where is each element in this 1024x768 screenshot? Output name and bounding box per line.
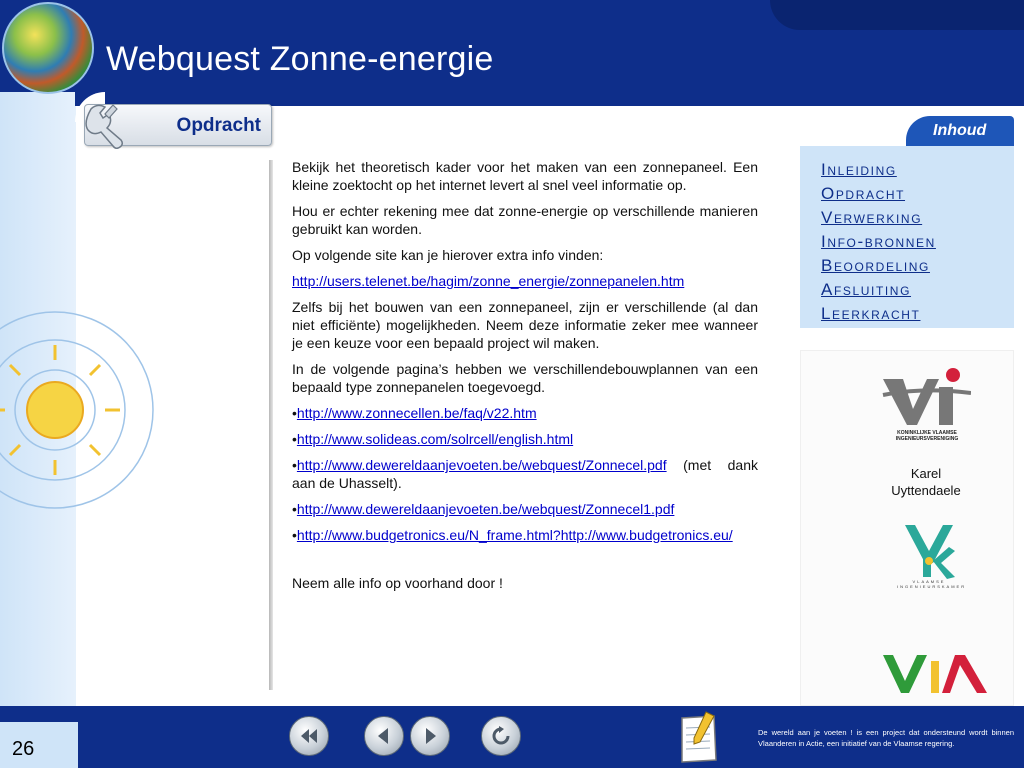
paragraph-bouwplannen: In de volgende pagina’s hebben we verschillendebouwplannen van een bepaald type zonnepanelen toegevoegd. (292, 361, 758, 395)
return-icon (490, 725, 512, 747)
rewind-first-icon (298, 725, 320, 747)
author-name (801, 465, 1024, 499)
vik-logo-text: VLAAMSE INGENIEURSKAMER (897, 579, 967, 589)
footer-credit: De wereld aan je voeten ! is een project dat ondersteund wordt binnen Vlaanderen in Actie, een initiatief van de Vlaamse regering. (758, 728, 1014, 748)
nav-item-beoordeling[interactable]: Beoordeling (821, 256, 930, 275)
link-row-5 (292, 500, 758, 518)
kviv-logo (881, 365, 971, 435)
nav-item-leerkracht[interactable]: Leerkracht (821, 304, 921, 323)
link-zonnecellen[interactable]: http://www.zonnecellen.be/faq/v22.htm (296, 405, 537, 421)
inhoud-heading: Inhoud (933, 122, 987, 139)
link-zonnecel1-pdf[interactable]: http://www.dewereldaanjevoeten.be/webquest/Zonnecel1.pdf (296, 501, 675, 517)
return-button[interactable] (481, 716, 521, 756)
sponsor-logos-panel (800, 350, 1014, 706)
nav-item-afsluiting[interactable]: Afsluiting (821, 280, 912, 299)
wrench-icon (83, 99, 135, 149)
previous-slide-button[interactable] (364, 716, 404, 756)
project-logo (2, 2, 94, 94)
content-divider (269, 160, 273, 690)
next-slide-button[interactable] (410, 716, 450, 756)
paragraph-options: Zelfs bij het bouwen van een zonnepaneel, zijn er verschillende (al dan niet efficiënte) mogelijkheden. Neem deze informatie zeker mee wanneer je een keuze voor een bepaald project wil maken. (292, 299, 758, 351)
bullet: • (292, 457, 297, 473)
link-row-3 (292, 430, 758, 448)
link-solideas[interactable]: http://www.solideas.com/solrcell/english.html (296, 431, 574, 447)
tab-opdracht[interactable] (84, 104, 272, 146)
link-row-6 (292, 526, 758, 544)
link-row-4 (292, 456, 758, 492)
bullet: • (292, 405, 297, 421)
inhoud-nav (821, 158, 936, 326)
spacer (292, 552, 758, 574)
paragraph-extra-info: Op volgende site kan je hierover extra info vinden: (292, 247, 604, 263)
nav-item-verwerking[interactable]: Verwerking (821, 208, 923, 227)
closing-text: Neem alle info op voorhand door ! (292, 575, 503, 591)
sun-icon (0, 300, 160, 520)
arrow-right-icon (419, 725, 441, 747)
page-title: Webquest Zonne-energie (106, 40, 494, 78)
kviv-logo-text: KONINKLIJKE VLAAMSE INGENIEURSVERENIGING (895, 430, 959, 442)
bullet: • (292, 501, 297, 517)
author-first-name: Karel (910, 466, 942, 481)
paragraph-note: Hou er echter rekening mee dat zonne-energie op verschillende manieren gebruikt kan worden. (292, 203, 758, 237)
inhoud-panel (800, 146, 1014, 328)
slide-number: 26 (12, 738, 35, 760)
link-row-2 (292, 404, 758, 422)
link-row-1 (292, 272, 758, 290)
bullet: • (292, 527, 297, 543)
tab-opdracht-label: Opdracht (176, 115, 261, 136)
link-budgetronics[interactable]: http://www.budgetronics.eu/N_frame.html?http://www.budgetronics.eu/ (296, 527, 733, 543)
nav-item-inleiding[interactable]: Inleiding (821, 160, 897, 179)
main-content (292, 158, 758, 600)
vik-logo (899, 521, 959, 581)
author-last-name: Uyttendaele (891, 483, 961, 498)
bullet: • (292, 431, 297, 447)
paragraph-intro: Bekijk het theoretisch kader voor het maken van een zonnepaneel. Een kleine zoektocht op het internet levert al snel veel informatie op. (292, 159, 758, 193)
header-accent-stripe (770, 0, 1024, 30)
arrow-left-icon (373, 725, 395, 747)
link-credit-text: (met dank aan de Uhasselt). (292, 457, 758, 491)
link-zonnecel-pdf[interactable]: http://www.dewereldaanjevoeten.be/webquest/Zonnecel.pdf (296, 457, 667, 473)
link-zonnepanelen[interactable]: http://users.telenet.be/hagim/zonne_energie/zonnepanelen.htm (292, 273, 685, 289)
notepad-icon[interactable] (672, 710, 724, 764)
inhoud-tab (906, 116, 1014, 146)
first-slide-button[interactable] (289, 716, 329, 756)
via-logo (881, 651, 989, 695)
nav-item-opdracht[interactable]: Opdracht (821, 184, 906, 203)
nav-item-info-bronnen[interactable]: Info-bronnen (821, 232, 936, 251)
